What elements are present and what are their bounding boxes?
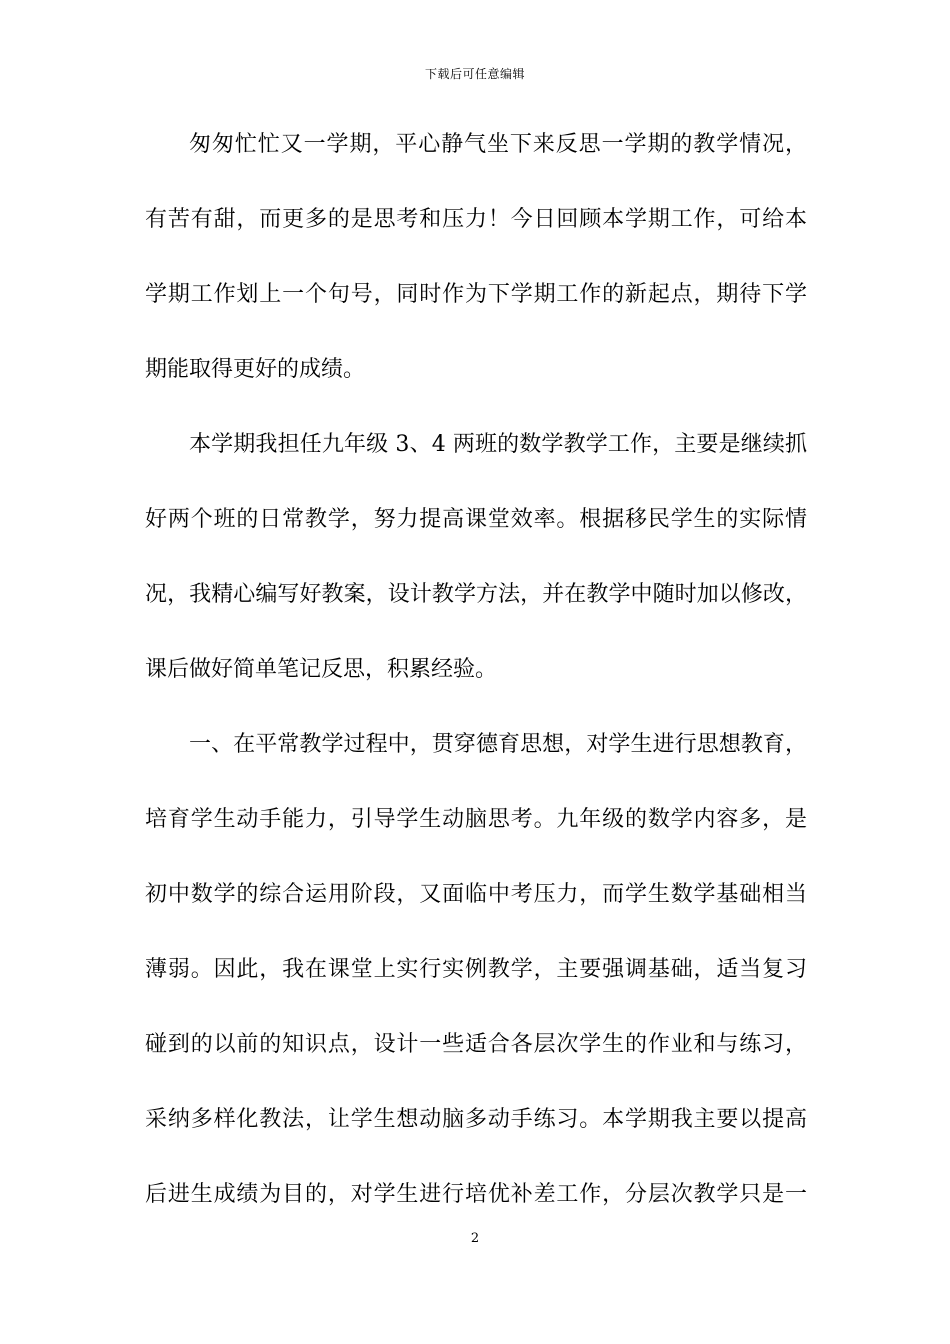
paragraph-1-line-4: 期能取得更好的成绩。 — [145, 357, 366, 382]
paragraph-3-line-6: 采纳多样化教法，让学生想动脑多动手练习。本学期我主要以提高 — [145, 1107, 807, 1132]
page-number: 2 — [470, 1231, 480, 1246]
paragraph-3-line-5: 碰到的以前的知识点，设计一些适合各层次学生的作业和与练习， — [145, 1032, 807, 1057]
paragraph-1-line-2: 有苦有甜，而更多的是思考和压力！今日回顾本学期工作，可给本 — [145, 207, 807, 232]
paragraph-2-line-3: 况，我精心编写好教案，设计教学方法，并在教学中随时加以修改， — [145, 582, 807, 607]
paragraph-3-line-7: 后进生成绩为目的，对学生进行培优补差工作，分层次教学只是一 — [145, 1182, 807, 1207]
page-header: 下载后可任意编辑 — [424, 67, 525, 81]
paragraph-2-line-1: 本学期我担任九年级 3、4 两班的数学教学工作，主要是继续抓 — [189, 432, 807, 457]
paragraph-2-line-4: 课后做好简单笔记反思，积累经验。 — [145, 657, 498, 682]
paragraph-2-line-2: 好两个班的日常教学，努力提高课堂效率。根据移民学生的实际情 — [145, 507, 807, 532]
paragraph-3-line-2: 培育学生动手能力，引导学生动脑思考。九年级的数学内容多，是 — [145, 807, 807, 832]
paragraph-1-line-1: 匆匆忙忙又一学期，平心静气坐下来反思一学期的教学情况， — [189, 132, 807, 157]
paragraph-3-line-1: 一、在平常教学过程中，贯穿德育思想，对学生进行思想教育， — [189, 732, 807, 757]
paragraph-1-line-3: 学期工作划上一个句号，同时作为下学期工作的新起点，期待下学 — [145, 282, 807, 307]
paragraph-3-line-3: 初中数学的综合运用阶段，又面临中考压力，而学生数学基础相当 — [145, 882, 807, 907]
paragraph-3-line-4: 薄弱。因此，我在课堂上实行实例教学，主要强调基础，适当复习 — [145, 957, 807, 982]
